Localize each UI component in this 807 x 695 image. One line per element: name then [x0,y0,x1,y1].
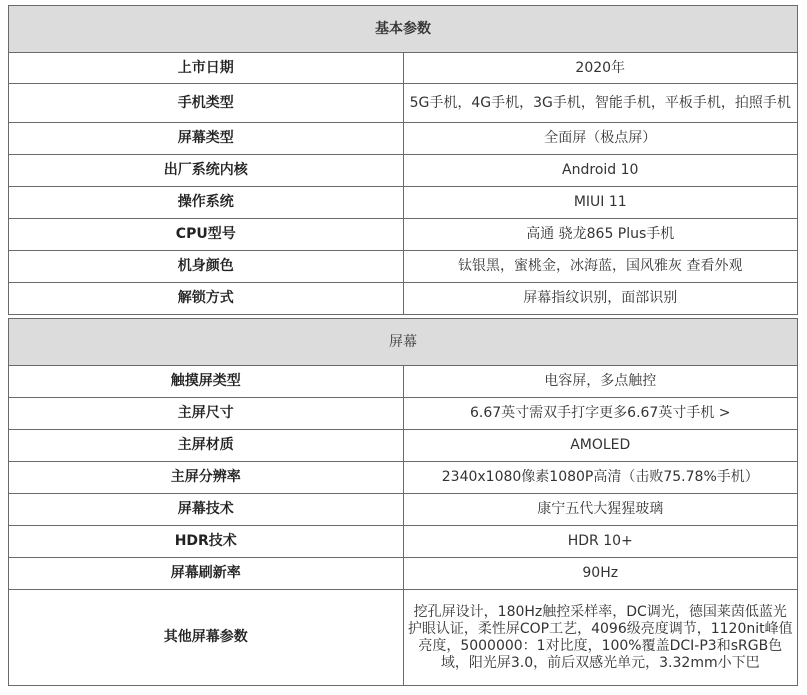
row-label-phone-type: 手机类型 [9,84,404,123]
row-label-release-date: 上市日期 [9,53,404,84]
row-label-other-screen: 其他屏幕参数 [9,590,404,686]
row-label-hdr: HDR技术 [9,526,404,558]
row-value-screen-size[interactable]: 6.67英寸需双手打字更多6.67英寸手机 > [403,398,798,430]
row-value-refresh-rate: 90Hz [403,558,798,590]
row-value-cpu: 高通 骁龙865 Plus手机 [403,219,798,251]
row-label-screen-material: 主屏材质 [9,430,404,462]
row-value-screen-material: AMOLED [403,430,798,462]
row-label-cpu: CPU型号 [9,219,404,251]
spec-table [8,5,798,686]
row-value-screen-type: 全面屏（极点屏） [403,123,798,155]
row-label-refresh-rate: 屏幕刷新率 [9,558,404,590]
row-label-screen-type: 屏幕类型 [9,123,404,155]
section-header-basic: 基本参数 [9,6,798,53]
row-label-screen-size: 主屏尺寸 [9,398,404,430]
row-label-touch-type: 触摸屏类型 [9,366,404,398]
row-value-unlock: 屏幕指纹识别，面部识别 [403,283,798,315]
row-label-resolution: 主屏分辨率 [9,462,404,494]
row-value-os: MIUI 11 [403,187,798,219]
row-label-screen-tech: 屏幕技术 [9,494,404,526]
row-value-other-screen: 挖孔屏设计，180Hz触控采样率，DC调光，德国莱茵低蓝光护眼认证，柔性屏COP工艺，4096级亮度调节，1120nit峰值亮度，5000000：1对比度，100%覆盖DCI-P3和sRGB色域，阳光屏3.0，前后双感光单元，3.32mm小下巴 [403,590,798,686]
row-label-kernel: 出厂系统内核 [9,155,404,187]
row-label-unlock: 解锁方式 [9,283,404,315]
row-value-body-color: 钛银黑，蜜桃金，冰海蓝，国风雅灰 查看外观 [403,251,798,283]
row-label-os: 操作系统 [9,187,404,219]
row-value-release-date: 2020年 [403,53,798,84]
row-value-kernel: Android 10 [403,155,798,187]
row-value-screen-tech: 康宁五代大猩猩玻璃 [403,494,798,526]
row-value-touch-type: 电容屏，多点触控 [403,366,798,398]
section-header-screen: 屏幕 [9,319,798,366]
row-label-body-color: 机身颜色 [9,251,404,283]
row-value-phone-type: 5G手机，4G手机，3G手机，智能手机，平板手机，拍照手机 [403,84,798,123]
row-value-resolution: 2340x1080像素1080P高清（击败75.78%手机） [403,462,798,494]
row-value-hdr: HDR 10+ [403,526,798,558]
